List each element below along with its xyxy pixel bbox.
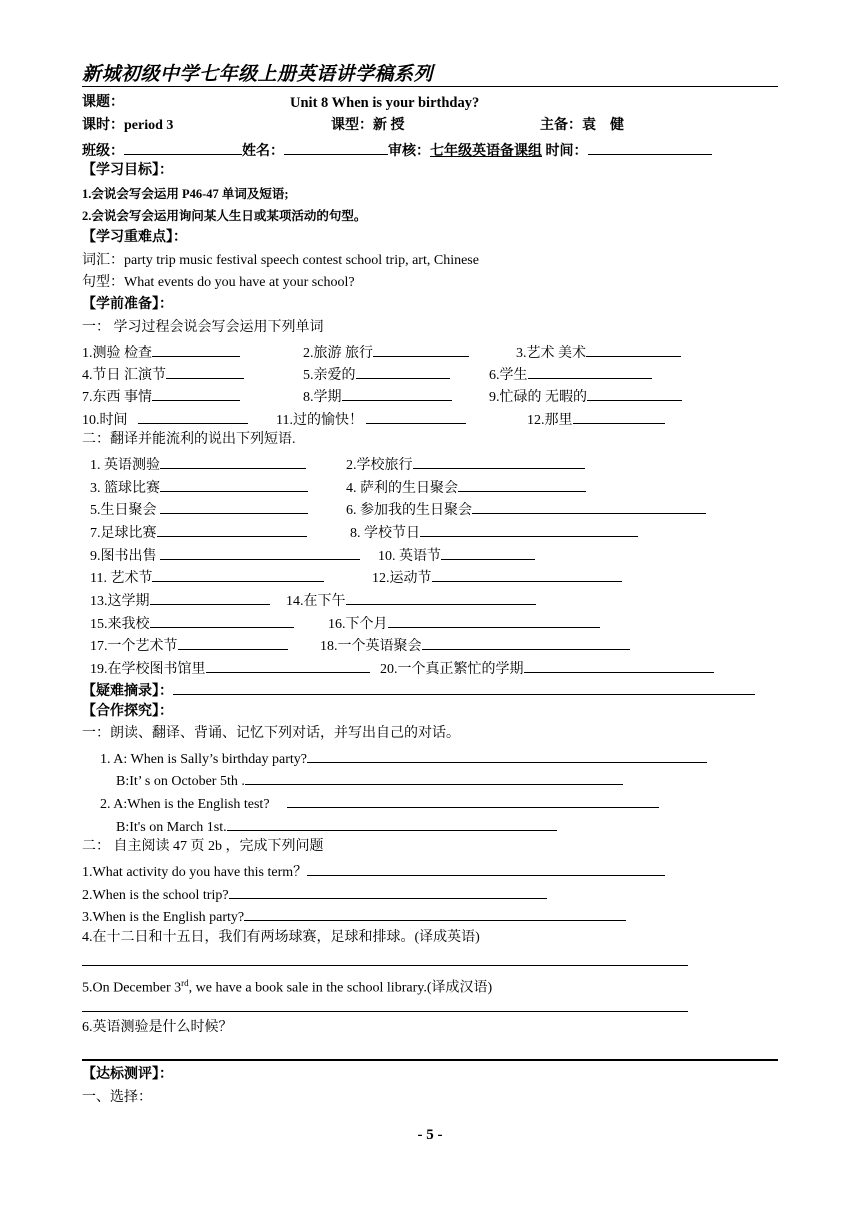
period-row [82,117,173,135]
answer-blank[interactable] [227,816,557,831]
vocab-line: 词汇：party trip music festival speech contest school trip, art, Chinese [82,253,479,268]
dialogue-line: B:It's on March 1st. [116,816,557,837]
answer-blank[interactable] [356,364,450,379]
answer-blank[interactable] [307,861,665,876]
question-item: 6.英语测验是什么时候？ [82,1020,233,1035]
difficulties-row [82,680,755,701]
series-title-row [82,62,778,87]
phrase-item: 3. 篮球比赛 [90,477,308,498]
phrase-item: 11. 艺术节 [90,567,324,588]
answer-blank[interactable] [160,499,308,514]
answer-blank[interactable] [472,499,706,514]
answer-blank[interactable] [432,567,622,582]
type-value: 新 授 [373,118,405,133]
cooperation-part2-title: 二： 自主阅读 47 页 2b ，完成下列问题 [82,839,324,854]
page-header [82,62,778,87]
question-item: 1.What activity do you have this term？ [82,861,665,882]
answer-blank[interactable] [307,748,707,763]
preparation-heading: 【学前准备】： [82,297,173,312]
question-item: 5.On December 3rd, we have a book sale in the school library.(译成汉语) [82,978,493,996]
answer-blank[interactable] [413,454,585,469]
phrase-item: 19.在学校图书馆里 [90,658,370,679]
word-item: 8.学期 [303,386,452,407]
name-blank[interactable] [284,140,388,155]
answer-blank[interactable] [573,409,665,424]
answer-blank[interactable] [587,386,682,401]
cooperation-part1-title: 一：朗读、翻译、背诵、记忆下列对话，并写出自己的对话。 [82,726,460,741]
answer-blank[interactable] [157,522,307,537]
topic-title: Unit 8 When is your birthday? [290,95,480,111]
answer-blank[interactable] [342,386,452,401]
objectives-heading: 【学习目标】： [82,163,173,178]
name-label: 姓名： [242,144,284,159]
answer-blank[interactable] [178,635,288,650]
phrase-item: 5.生日聚会 [90,499,308,520]
word-item: 6.学生 [489,364,652,385]
difficulties-heading: 【疑难摘录】： [82,684,173,699]
answer-blank[interactable] [150,590,270,605]
type-row [331,117,405,135]
author-row [540,117,624,135]
class-blank[interactable] [124,140,242,155]
answer-blank[interactable] [458,477,586,492]
period-value: period 3 [124,118,174,133]
word-item: 5.亲爱的 [303,364,450,385]
page-number: - 5 - [417,1127,443,1143]
dialogue-line: 1. A: When is Sally’s birthday party? [100,748,707,769]
answer-blank[interactable] [441,545,535,560]
phrase-item: 17.一个艺术节 [90,635,288,656]
phrase-item: 13.这学期 [90,590,270,611]
answer-line[interactable] [82,951,688,972]
dialogue-line: 2. A:When is the English test? [100,793,659,814]
word-item: 12.那里 [527,409,665,430]
word-item: 11.过的愉快！ [276,409,466,430]
review-value: 七年级英语备课组 [430,144,542,159]
answer-blank[interactable] [160,477,308,492]
answer-blank[interactable] [152,342,240,357]
cooperation-heading: 【合作探究】： [82,704,173,719]
answer-blank[interactable] [373,342,469,357]
author-label: 主备： [540,118,582,133]
answer-blank[interactable] [244,906,626,921]
answer-blank[interactable] [150,613,294,628]
type-label: 课型： [331,118,373,133]
phrase-item: 6. 参加我的生日聚会 [346,499,706,520]
time-blank[interactable] [588,140,712,155]
objective-item-1: 1.会说会写会运用 P46-47 单词及短语; [82,187,289,201]
question-item: 4.在十二日和十五日，我们有两场球赛，足球和排球。(译成英语) [82,930,480,945]
question-item: 2.When is the school trip? [82,884,547,905]
preparation-part1-title: 一： 学习过程会说会写会运用下列单词 [82,320,324,335]
phrase-item: 1. 英语测验 [90,454,306,475]
answer-blank[interactable] [206,658,370,673]
answer-blank[interactable] [160,454,306,469]
answer-blank[interactable] [287,793,659,808]
pattern-line: 句型：What events do you have at your school? [82,275,355,290]
difficulties-blank[interactable] [173,680,755,695]
word-item: 1.测验 检查 [82,342,240,363]
phrase-item: 12.运动节 [372,567,622,588]
phrase-item: 18.一个英语聚会 [320,635,630,656]
dialogue-line: B:It’ s on October 5th . [116,770,623,791]
word-item: 10.时间 [82,409,248,430]
answer-blank[interactable] [422,635,630,650]
answer-blank[interactable] [366,409,466,424]
answer-blank[interactable] [138,409,248,424]
answer-blank[interactable] [388,613,600,628]
objective-item-2: 2.会说会写会运用询问某人生日或某项活动的句型。 [82,209,367,223]
answer-blank[interactable] [346,590,536,605]
word-item: 2.旅游 旅行 [303,342,469,363]
phrase-item: 10. 英语节 [378,545,535,566]
period-label: 课时： [82,118,124,133]
answer-blank[interactable] [420,522,638,537]
answer-blank[interactable] [152,567,324,582]
answer-blank[interactable] [229,884,547,899]
phrase-item: 8. 学校节日 [350,522,638,543]
word-item: 3.艺术 美术 [516,342,681,363]
answer-blank[interactable] [152,386,240,401]
review-label: 审核： [388,144,430,159]
section-divider [82,1059,778,1061]
class-info-row [82,140,712,161]
answer-line[interactable] [82,997,688,1018]
topic-label: 课题： [82,95,124,110]
author-value: 袁 健 [582,118,624,133]
answer-blank[interactable] [160,545,360,560]
phrase-item: 14.在下午 [286,590,536,611]
phrase-item: 16.下个月 [328,613,600,634]
series-title: 新城初级中学七年级上册英语讲学稿系列 [82,64,434,85]
phrase-item: 7.足球比赛 [90,522,307,543]
word-item: 7.东西 事情 [82,386,240,407]
preparation-part2-title: 二：翻译并能流利的说出下列短语. [82,432,296,447]
key-points-heading: 【学习重难点】： [82,230,187,245]
phrase-item: 4. 萨利的生日聚会 [346,477,586,498]
class-label: 班级： [82,144,124,159]
answer-blank[interactable] [586,342,681,357]
answer-blank[interactable] [524,658,714,673]
answer-blank[interactable] [166,364,244,379]
answer-blank[interactable] [245,770,623,785]
phrase-item: 15.来我校 [90,613,294,634]
word-item: 4.节日 汇演节 [82,364,244,385]
assessment-part1-title: 一、选择： [82,1090,152,1105]
time-label: 时间： [545,144,588,159]
question-item: 3.When is the English party? [82,906,626,927]
word-item: 9.忙碌的 无暇的 [489,386,682,407]
answer-blank[interactable] [528,364,652,379]
phrase-item: 2.学校旅行 [346,454,585,475]
phrase-item: 9.图书出售 [90,545,360,566]
assessment-heading: 【达标测评】： [82,1067,173,1082]
phrase-item: 20.一个真正繁忙的学期 [380,658,714,679]
